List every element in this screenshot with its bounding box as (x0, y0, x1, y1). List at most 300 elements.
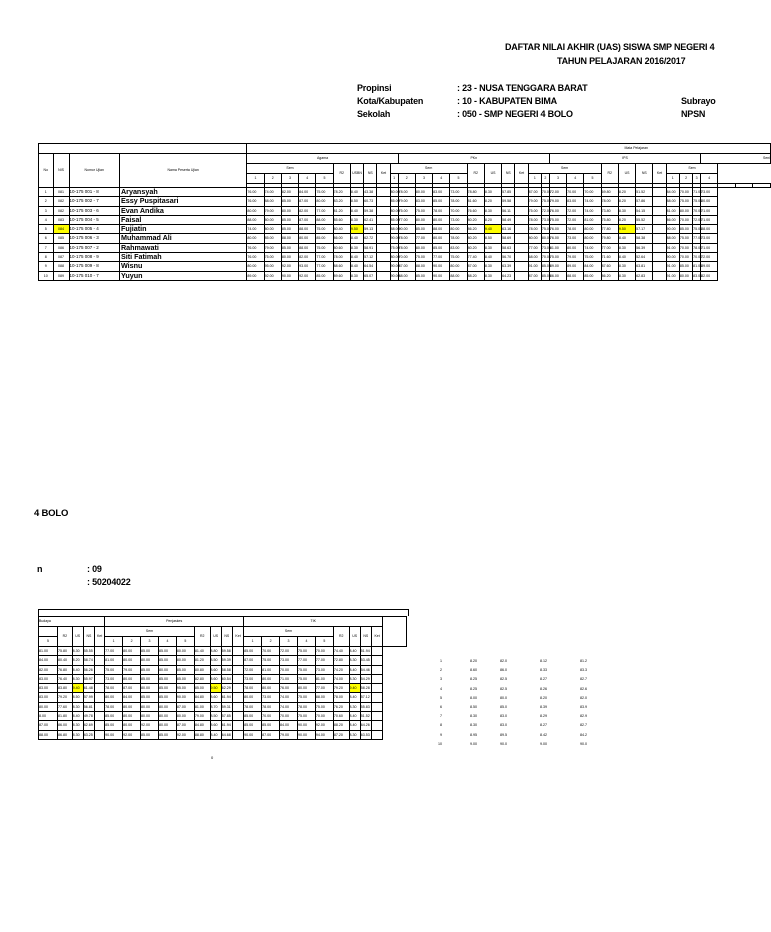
ips-value: 73.00 (541, 243, 549, 252)
nis-cell: 087 (53, 253, 69, 262)
tik-value: 80.00 (244, 693, 262, 702)
pkn-value: 81.60 (467, 197, 484, 206)
budaya-value: 8.00 (39, 712, 58, 721)
ket-cell (653, 215, 666, 224)
tik-value: 8.30 (349, 702, 360, 711)
school-fragment: 4 BOLO (34, 508, 69, 519)
tik-value: 8.30 (349, 730, 360, 739)
header-blank (39, 144, 247, 154)
pkn-value: 80.20 (467, 243, 484, 252)
seni-value: 91.00 (666, 271, 679, 280)
seni-value: 84.00 (666, 188, 679, 197)
label-fragment: n (37, 564, 43, 574)
pkn-value: 8.20 (484, 215, 501, 224)
agama-value: 85.00 (264, 234, 281, 243)
ips-value: 73.00 (541, 215, 549, 224)
agama-value: 80.00 (247, 206, 264, 215)
summary-value: 81.2 (580, 659, 587, 663)
r2-header: R2 (467, 164, 484, 184)
budaya-value: 56.26 (83, 665, 94, 674)
penjaskes-value: 80.00 (141, 656, 159, 665)
tik-value: 81.00 (262, 665, 280, 674)
tik-value: 77.00 (315, 684, 333, 693)
penjaskes-value: 85.00 (141, 674, 159, 683)
tik-value: 90.00 (297, 730, 315, 739)
seni-value: 73.00 (701, 188, 718, 197)
table-row (39, 665, 407, 674)
ips-value: 75.00 (541, 225, 549, 234)
budaya-value: 83.00 (39, 674, 58, 683)
us-header: US (349, 627, 360, 647)
summary-value: 8.20 (470, 659, 477, 663)
sem-number-header: 1 (666, 174, 679, 184)
header-blank (39, 627, 58, 637)
summary-value: 8.50 (470, 705, 477, 710)
pkn-value: 83.00 (415, 197, 432, 206)
agama-value: 62.41 (364, 215, 377, 224)
penjaskes-value: 8.60 (210, 721, 221, 730)
table-row (39, 684, 407, 693)
pkn-value: 77.00 (415, 234, 432, 243)
subrayon-label: Subrayo (681, 96, 716, 106)
penjaskes-value: 92.00 (176, 730, 194, 739)
table-row (39, 674, 407, 683)
table-row (39, 730, 407, 739)
penjaskes-value: 87.00 (176, 721, 194, 730)
table-row (39, 712, 407, 721)
tik-value: 80.00 (262, 684, 280, 693)
summary-value: 83.0 (500, 714, 507, 719)
penjaskes-value: 80.00 (123, 656, 141, 665)
budaya-value: 58.74 (83, 656, 94, 665)
pkn-value: 85.00 (390, 197, 398, 206)
tik-value: 75.00 (262, 656, 280, 665)
tik-value: 9.40 (349, 684, 360, 693)
agama-value: 8.40 (350, 262, 363, 271)
pkn-value: 8.20 (484, 197, 501, 206)
ket-cell (515, 262, 528, 271)
sem-number-header: 4 (299, 174, 316, 184)
pkn-value: 88.00 (398, 271, 415, 280)
penjaskes-value: 8.60 (210, 665, 221, 674)
student-name: Aryansyah (119, 188, 246, 197)
nis-cell: 084 (53, 225, 69, 234)
penjaskes-value: 87.00 (123, 684, 141, 693)
ns-header: NS (364, 164, 377, 184)
sekolah-value: : 050 - SMP NEGERI 4 BOLO (457, 109, 573, 119)
pkn-value: 80.20 (467, 234, 484, 243)
pkn-value: 77.40 (467, 253, 484, 262)
penjaskes-value: 84.80 (194, 693, 210, 702)
sem-header: Sem (244, 627, 334, 637)
budaya-value: 55.97 (83, 674, 94, 683)
penjaskes-value: 80.00 (158, 721, 176, 730)
penjaskes-value: 78.00 (105, 702, 123, 711)
subject-header-penjaskes: Penjaskes (105, 617, 244, 627)
budaya-value: 87.00 (39, 721, 58, 730)
pkn-value: 85.00 (433, 243, 450, 252)
ket-cell (377, 234, 390, 243)
us-header: US (72, 627, 83, 647)
summary-value: 8.27 (540, 723, 547, 728)
tik-value: 8.30 (349, 674, 360, 683)
row-number: 6 (39, 234, 54, 243)
ns-header: NS (360, 627, 371, 647)
agama-value: 92.00 (281, 262, 298, 271)
ips-value: 69.80 (601, 188, 618, 197)
ket-cell (515, 271, 528, 280)
summary-value: 8.30 (470, 714, 477, 719)
budaya-value: 75.80 (58, 647, 73, 656)
summary-value: 7 (440, 714, 442, 719)
ips-value: 73.00 (567, 234, 584, 243)
student-name: Evan Andika (119, 206, 246, 215)
tik-value: 58.28 (360, 684, 371, 693)
penjaskes-value: 87.00 (176, 702, 194, 711)
tik-value: 63.53 (360, 730, 371, 739)
agama-value: 78.00 (333, 253, 350, 262)
sem-number-header: 1 (247, 174, 264, 184)
agama-value: 76.00 (247, 188, 264, 197)
ips-value: 72.00 (567, 215, 584, 224)
seni-value: 70.00 (679, 253, 692, 262)
sem-header: Sem (105, 627, 195, 637)
pkn-value: 75.00 (390, 243, 398, 252)
sem-number-header: 2 (398, 174, 415, 184)
budaya-value: 82.00 (39, 665, 58, 674)
agama-value: 95.00 (264, 262, 281, 271)
pkn-value: 85.00 (415, 271, 432, 280)
tik-value: 94.00 (315, 730, 333, 739)
tik-value: 90.00 (244, 730, 262, 739)
ket-cell (377, 225, 390, 234)
penjaskes-value: 82.80 (194, 674, 210, 683)
ket-cell (515, 225, 528, 234)
pkn-value: 80.00 (433, 234, 450, 243)
ns-header: NS (502, 164, 515, 184)
summary-value: 8 (440, 723, 442, 728)
penjaskes-value: 84.00 (123, 693, 141, 702)
summary-value: 8.20 (540, 695, 547, 700)
agama-value: 88.00 (299, 225, 316, 234)
ket-cell (377, 197, 390, 206)
budaya-value: 8.40 (72, 712, 83, 721)
summary-value: 6 (440, 705, 442, 710)
table-row (39, 206, 771, 215)
ket-cell (95, 656, 105, 665)
penjaskes-value: 80.00 (105, 693, 123, 702)
agama-value: 85.00 (281, 197, 298, 206)
tik-value: 70.00 (315, 647, 333, 656)
agama-value: 89.60 (333, 271, 350, 280)
ket-cell (653, 253, 666, 262)
penjaskes-value: 85.00 (141, 693, 159, 702)
spacer-cell (735, 184, 752, 188)
tik-value: 70.60 (333, 712, 349, 721)
nis-cell: 085 (53, 234, 69, 243)
agama-value: 80.00 (264, 225, 281, 234)
summary-value: 8.30 (470, 723, 477, 728)
summary-value: 82.5 (500, 686, 507, 691)
penjaskes-value: 85.00 (141, 665, 159, 674)
ips-value: 8.20 (618, 215, 635, 224)
subject-header-seni: Seni (701, 154, 771, 164)
summary-value: 2 (440, 668, 442, 673)
ips-value: 8.30 (618, 262, 635, 271)
pkn-value: 56.11 (502, 206, 515, 215)
tik-value: 76.00 (280, 684, 298, 693)
pkn-value: 80.00 (390, 188, 398, 197)
pkn-value: 70.00 (398, 253, 415, 262)
sem-number-header: 1 (390, 174, 398, 184)
report-title: DAFTAR NILAI AKHIR (UAS) SISWA SMP NEGERI 4 (505, 42, 715, 52)
agama-value: 86.00 (333, 234, 350, 243)
penjaskes-value: 77.00 (105, 647, 123, 656)
nis-cell: 086 (53, 243, 69, 252)
pkn-value: 85.00 (433, 197, 450, 206)
tik-value: 80.00 (262, 674, 280, 683)
penjaskes-value: 9.50 (210, 684, 221, 693)
row-number: 9 (39, 262, 54, 271)
ket-cell (371, 674, 382, 683)
pkn-value: 90.00 (433, 271, 450, 280)
pkn-value: 83.00 (433, 188, 450, 197)
sem-header: Sem (247, 164, 333, 174)
us-header: US (484, 164, 501, 184)
nomor-ujian-cell: 10-175 006 - 3 (69, 234, 119, 243)
agama-value: 64.54 (364, 262, 377, 271)
col-nama-header: Nama Peserta Ujian (119, 154, 246, 188)
pkn-value: 80.00 (390, 253, 398, 262)
penjaskes-value: 85.00 (176, 665, 194, 674)
agama-value: 80.40 (333, 225, 350, 234)
pkn-value: 78.00 (450, 234, 467, 243)
summary-value: 89.5 (500, 732, 507, 737)
seni-value: 90.00 (666, 225, 679, 234)
tik-value: 75.00 (297, 674, 315, 683)
tik-value: 74.40 (333, 647, 349, 656)
tik-value: 78.00 (244, 684, 262, 693)
penjaskes-value: 85.00 (176, 674, 194, 683)
summary-value: 3 (440, 677, 442, 682)
summary-value: 8.00 (470, 695, 477, 700)
pkn-value: 78.00 (398, 234, 415, 243)
agama-value: 74.00 (264, 188, 281, 197)
col-no-header: No (39, 154, 54, 188)
ket-cell (377, 215, 390, 224)
report-year: TAHUN PELAJARAN 2016/2017 (557, 56, 686, 66)
ips-value: 75.00 (584, 253, 601, 262)
ips-value: 87.00 (528, 188, 541, 197)
ket-cell (653, 188, 666, 197)
nomor-ujian-cell: 10-175 007 - 2 (69, 243, 119, 252)
pkn-value: 59.58 (502, 197, 515, 206)
summary-row (430, 703, 610, 712)
budaya-value: 77.60 (58, 702, 73, 711)
pkn-value: 83.00 (450, 243, 467, 252)
ket-cell (371, 721, 382, 730)
ips-value: 8.30 (618, 271, 635, 280)
penjaskes-value: 85.00 (105, 712, 123, 721)
student-name: Muhammad Ali (119, 234, 246, 243)
ips-value: 75.00 (528, 206, 541, 215)
summary-value: 5 (440, 695, 442, 700)
ket-header: Ket (515, 164, 528, 184)
ips-value: 70.00 (584, 188, 601, 197)
sem-number-header: 3 (693, 174, 701, 184)
seni-value: 90.00 (666, 253, 679, 262)
agama-value: 80.00 (316, 197, 333, 206)
penjaskes-value: 80.00 (123, 721, 141, 730)
agama-value: 85.00 (281, 225, 298, 234)
ips-value: 79.00 (528, 197, 541, 206)
agama-value: 75.00 (316, 225, 333, 234)
summary-value: 4 (440, 686, 442, 691)
ket-cell (95, 665, 105, 674)
student-name: Siti Fatimah (119, 253, 246, 262)
tik-value: 51.94 (360, 647, 371, 656)
agama-value: 60.73 (364, 197, 377, 206)
agama-value: 84.00 (299, 188, 316, 197)
summary-value: 82.6 (580, 686, 587, 691)
agama-value: 92.00 (299, 271, 316, 280)
agama-value: 80.00 (299, 234, 316, 243)
penjaskes-value: 59.31 (221, 702, 232, 711)
summary-value: 82.5 (500, 677, 507, 682)
subject-header-tik: TIK (244, 617, 383, 627)
row-number: 4 (39, 215, 54, 224)
tik-value: 8.40 (349, 647, 360, 656)
pkn-value: 73.00 (450, 215, 467, 224)
subject-header-pkn: PKn (398, 154, 549, 164)
seni-value: 88.00 (666, 197, 679, 206)
agama-value: 8.40 (350, 253, 363, 262)
pkn-value: 8.30 (484, 243, 501, 252)
tik-value: 78.00 (333, 693, 349, 702)
agama-value: 81.20 (333, 206, 350, 215)
budaya-value: 83.00 (39, 693, 58, 702)
penjaskes-value: 78.00 (105, 684, 123, 693)
seni-value: 70.00 (679, 188, 692, 197)
student-name: Wisnu (119, 262, 246, 271)
agama-value: 59.38 (364, 206, 377, 215)
nomor-ujian-cell: 10-175 005 - 4 (69, 225, 119, 234)
sem-number-header: 3 (141, 637, 159, 647)
ips-value: 63.81 (636, 262, 653, 271)
budaya-value: 81.80 (58, 712, 73, 721)
summary-value: 85.0 (500, 705, 507, 710)
ips-value: 85.00 (541, 262, 549, 271)
spacer-cell (718, 184, 735, 188)
seni-value: 89.00 (701, 262, 718, 271)
budaya-value: 8.30 (72, 647, 83, 656)
seni-value: 80.00 (701, 197, 718, 206)
ket-cell (653, 234, 666, 243)
pkn-value: 80.20 (467, 215, 484, 224)
pkn-value: 90.00 (398, 225, 415, 234)
seni-value: 81.00 (666, 206, 679, 215)
pkn-value: 77.00 (433, 253, 450, 262)
penjaskes-value: 80.00 (123, 674, 141, 683)
ips-value: 75.00 (549, 253, 566, 262)
sem-number-header: 4 (433, 174, 450, 184)
penjaskes-value: 81.40 (194, 647, 210, 656)
propinsi-label: Propinsi (357, 83, 392, 93)
summary-value: 84.2 (580, 732, 587, 737)
ns-header: NS (221, 627, 232, 647)
summary-value: 82.0 (580, 695, 587, 700)
tik-value: 75.00 (297, 712, 315, 721)
npsn-label: NPSN (681, 109, 706, 119)
penjaskes-value: 8.60 (210, 674, 221, 683)
penjaskes-value: 8.70 (210, 702, 221, 711)
subject-header-ips: IPS (549, 154, 700, 164)
pkn-value: 88.00 (433, 225, 450, 234)
ips-value: 76.00 (549, 206, 566, 215)
agama-value: 77.00 (316, 262, 333, 271)
ips-value: 86.20 (601, 271, 618, 280)
table-row (39, 647, 407, 656)
agama-value: 57.12 (364, 253, 377, 262)
ket-header: Ket (371, 627, 382, 647)
r2-header: R2 (601, 164, 618, 184)
tik-value: 90.00 (297, 721, 315, 730)
budaya-value: 84.00 (39, 656, 58, 665)
penjaskes-value: 73.00 (105, 674, 123, 683)
seni-value: 71.00 (693, 188, 701, 197)
penjaskes-value: 8.50 (210, 656, 221, 665)
ket-cell (95, 674, 105, 683)
summary-value: 86.0 (500, 668, 507, 673)
ket-cell (377, 206, 390, 215)
trailing-cell (383, 674, 407, 683)
r2-header: R2 (333, 164, 350, 184)
penjaskes-value: 80.00 (158, 665, 176, 674)
pkn-value: 8.40 (484, 253, 501, 262)
agama-value: 75.00 (316, 188, 333, 197)
ips-value: 79.80 (601, 234, 618, 243)
pkn-value: 88.00 (450, 271, 467, 280)
mata-pelajaran-header: Mata Pelajaran (247, 144, 771, 154)
tik-value: 85.00 (244, 647, 262, 656)
seni-value: 72.00 (701, 253, 718, 262)
penjaskes-value: 61.94 (221, 693, 232, 702)
sem-number-header: 2 (262, 637, 280, 647)
agama-value: 8.30 (350, 243, 363, 252)
pkn-value: 87.00 (467, 262, 484, 271)
sem-number-header: 5 (315, 637, 333, 647)
ket-cell (653, 197, 666, 206)
ips-value: 56.39 (636, 243, 653, 252)
penjaskes-value: 88.80 (194, 730, 210, 739)
agama-value: 8.30 (350, 215, 363, 224)
ips-value: 80.00 (567, 243, 584, 252)
tik-value: 88.20 (333, 721, 349, 730)
agama-value: 65.07 (364, 271, 377, 280)
budaya-value: 86.80 (58, 730, 73, 739)
ips-value: 75.00 (549, 215, 566, 224)
tik-value: 87.20 (333, 730, 349, 739)
student-name: Yuyun (119, 271, 246, 280)
budaya-value: 88.00 (39, 730, 58, 739)
tik-value: 72.80 (333, 656, 349, 665)
ips-value: 52.64 (636, 253, 653, 262)
ket-cell (653, 225, 666, 234)
row-number: 8 (39, 253, 54, 262)
seni-value: 91.00 (666, 243, 679, 252)
agama-value: 76.00 (247, 243, 264, 252)
agama-value: 82.00 (299, 206, 316, 215)
